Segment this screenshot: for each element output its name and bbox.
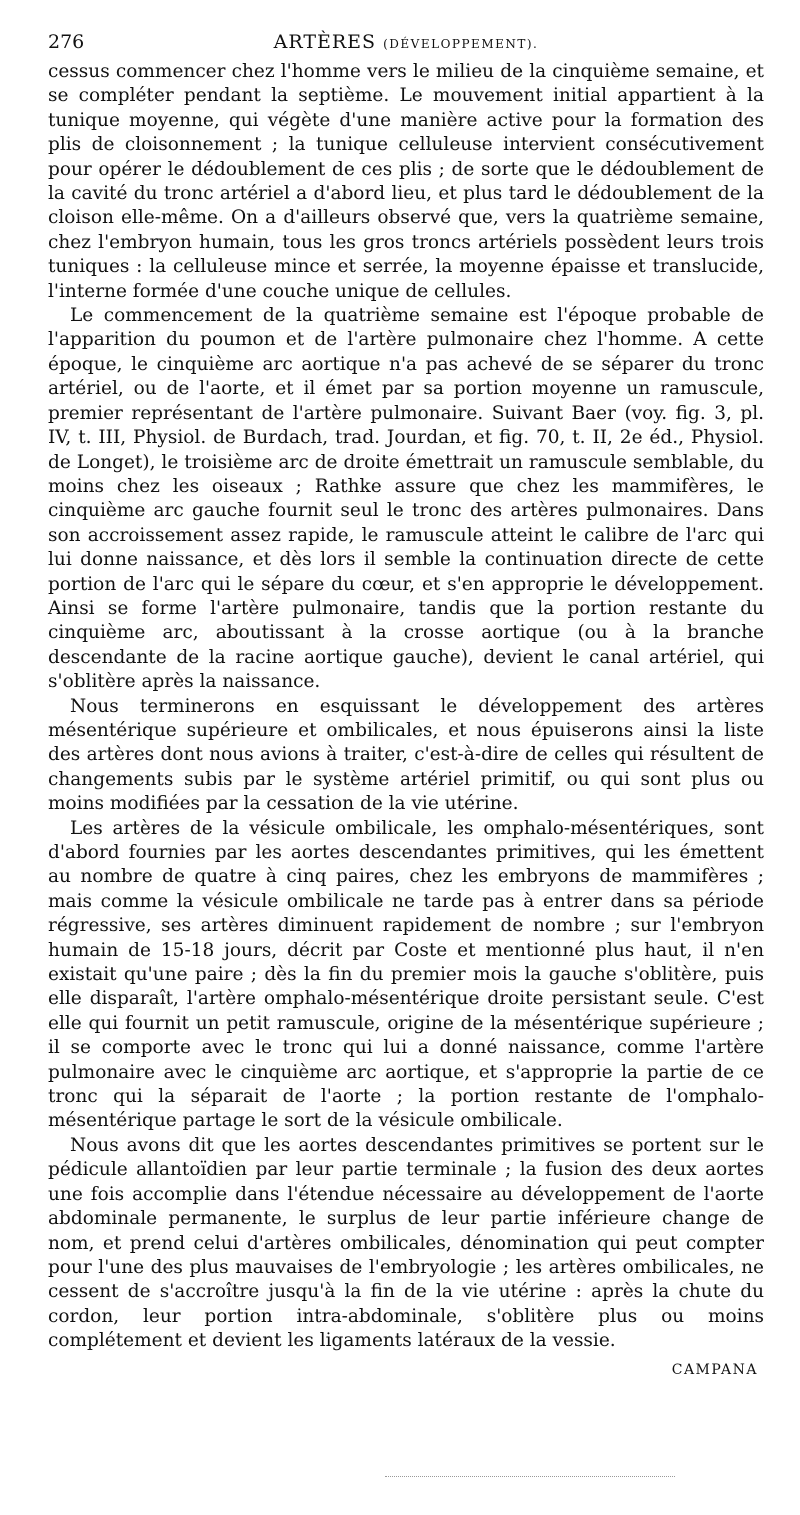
paragraph-4: Les artères de la vésicule ombilicale, les omphalo-mésentériques, sont d'abord fournies par les aortes descendantes primitives, qui les émettent au nombre de quatre à cinq paires, chez les embryons de mammifères ; mais comme la vésicule ombilicale ne tarde pas à entrer dans sa période régressive, ses artères diminuent rapidement de nombre ; sur l'embryon humain de 15-18 jours, décrit par Coste et mentionné plus haut, il n'en existait qu'une paire ; dès la fin du premier mois la gauche s'oblitère, puis elle disparaît, l'artère omphalo-mésentérique droite persistant seule. C'est elle qui fournit un petit ramuscule, origine de la mésentérique supérieure ; il se comporte avec le tronc qui lui a donné naissance, comme l'artère pulmonaire avec le cinquième arc aortique, et s'approprie la partie de ce tronc qui la séparait de l'aorte ; la portion restante de l'omphalo-mésentérique partage le sort de la vésicule ombilicale. [48, 817, 764, 1132]
paragraph-5: Nous avons dit que les aortes descendantes primitives se portent sur le pédicule allantoïdien par leur partie terminale ; la fusion des deux aortes une fois accomplie dans l'étendue nécessaire au développement de l'aorte abdominale permanente, le surplus de leur partie inférieure change de nom, et prend celui d'artères ombilicales, dénomination qui peut compter pour l'une des plus mauvaises de l'embryologie ; les artères ombilicales, ne cessent de s'accroître jusqu'à la fin de la vie utérine : après la chute du cordon, leur portion intra-abdominale, s'oblitère plus ou moins complétement et devient les ligaments latéraux de la vessie. [48, 1134, 764, 1352]
running-title [48, 28, 764, 58]
footer-rule [385, 1476, 675, 1477]
running-title-sub: (DÉVELOPPEMENT). [383, 37, 539, 51]
author-signature: CAMPANA [671, 1361, 758, 1378]
paragraph-3: Nous terminerons en esquissant le développement des artères mésentérique supérieure et ombilicales, et nous épuiserons ainsi la liste des artères dont nous avions à traiter, c'est-à-dire de celles qui résultent de changements subis par le système artériel primitif, ou qui sont plus ou moins modifiées par la cessation de la vie utérine. [48, 695, 764, 815]
paragraph-2: Le commencement de la quatrième semaine est l'époque probable de l'apparition du poumon et de l'artère pulmonaire chez l'homme. A cette époque, le cinquième arc aortique n'a pas achevé de se séparer du tronc artériel, ou de l'aorte, et il émet par sa portion moyenne un ramuscule, premier représentant de l'artère pulmonaire. Suivant Baer (voy. fig. 3, pl. IV, t. III, Physiol. de Burdach, trad. Jourdan, et fig. 70, t. II, 2e éd., Physiol. de Longet), le troisième arc de droite émettrait un ramuscule semblable, du moins chez les oiseaux ; Rathke assure que chez les mammifères, le cinquième arc gauche fournit seul le tronc des artères pulmonaires. Dans son accroissement assez rapide, le ramuscule atteint le calibre de l'arc qui lui donne naissance, et dès lors il semble la continuation directe de cette portion de l'arc qui le sépare du cœur, et s'en approprie le développement. Ainsi se forme l'artère pulmonaire, tandis que la portion restante du cinquième arc, aboutissant à la crosse aortique (ou à la branche descendante de la racine aortique gauche), devient le canal artériel, qui s'oblitère après la naissance. [48, 305, 764, 693]
page-header [48, 28, 764, 56]
page-number: 276 [48, 31, 85, 53]
paragraph-1: cessus commencer chez l'homme vers le milieu de la cinquième semaine, et se compléter pendant la septième. Le mouvement initial appartient à la tunique moyenne, qui végète d'une manière active pour la formation des plis de cloisonnement ; la tunique celluleuse intervient consécutivement pour opérer le dédoublement de ces plis ; de sorte que le dédoublement de la cavité du tronc artériel a d'abord lieu, et plus tard le dédoublement de la cloison elle-même. On a d'ailleurs observé que, vers la quatrième semaine, chez l'embryon humain, tous les gros troncs artériels possèdent leurs trois tuniques : la celluleuse mince et serrée, la moyenne épaisse et translucide, l'interne formée d'une couche unique de cellules. [48, 61, 764, 302]
body-text [48, 60, 764, 1354]
running-title-main: ARTÈRES [273, 31, 377, 53]
